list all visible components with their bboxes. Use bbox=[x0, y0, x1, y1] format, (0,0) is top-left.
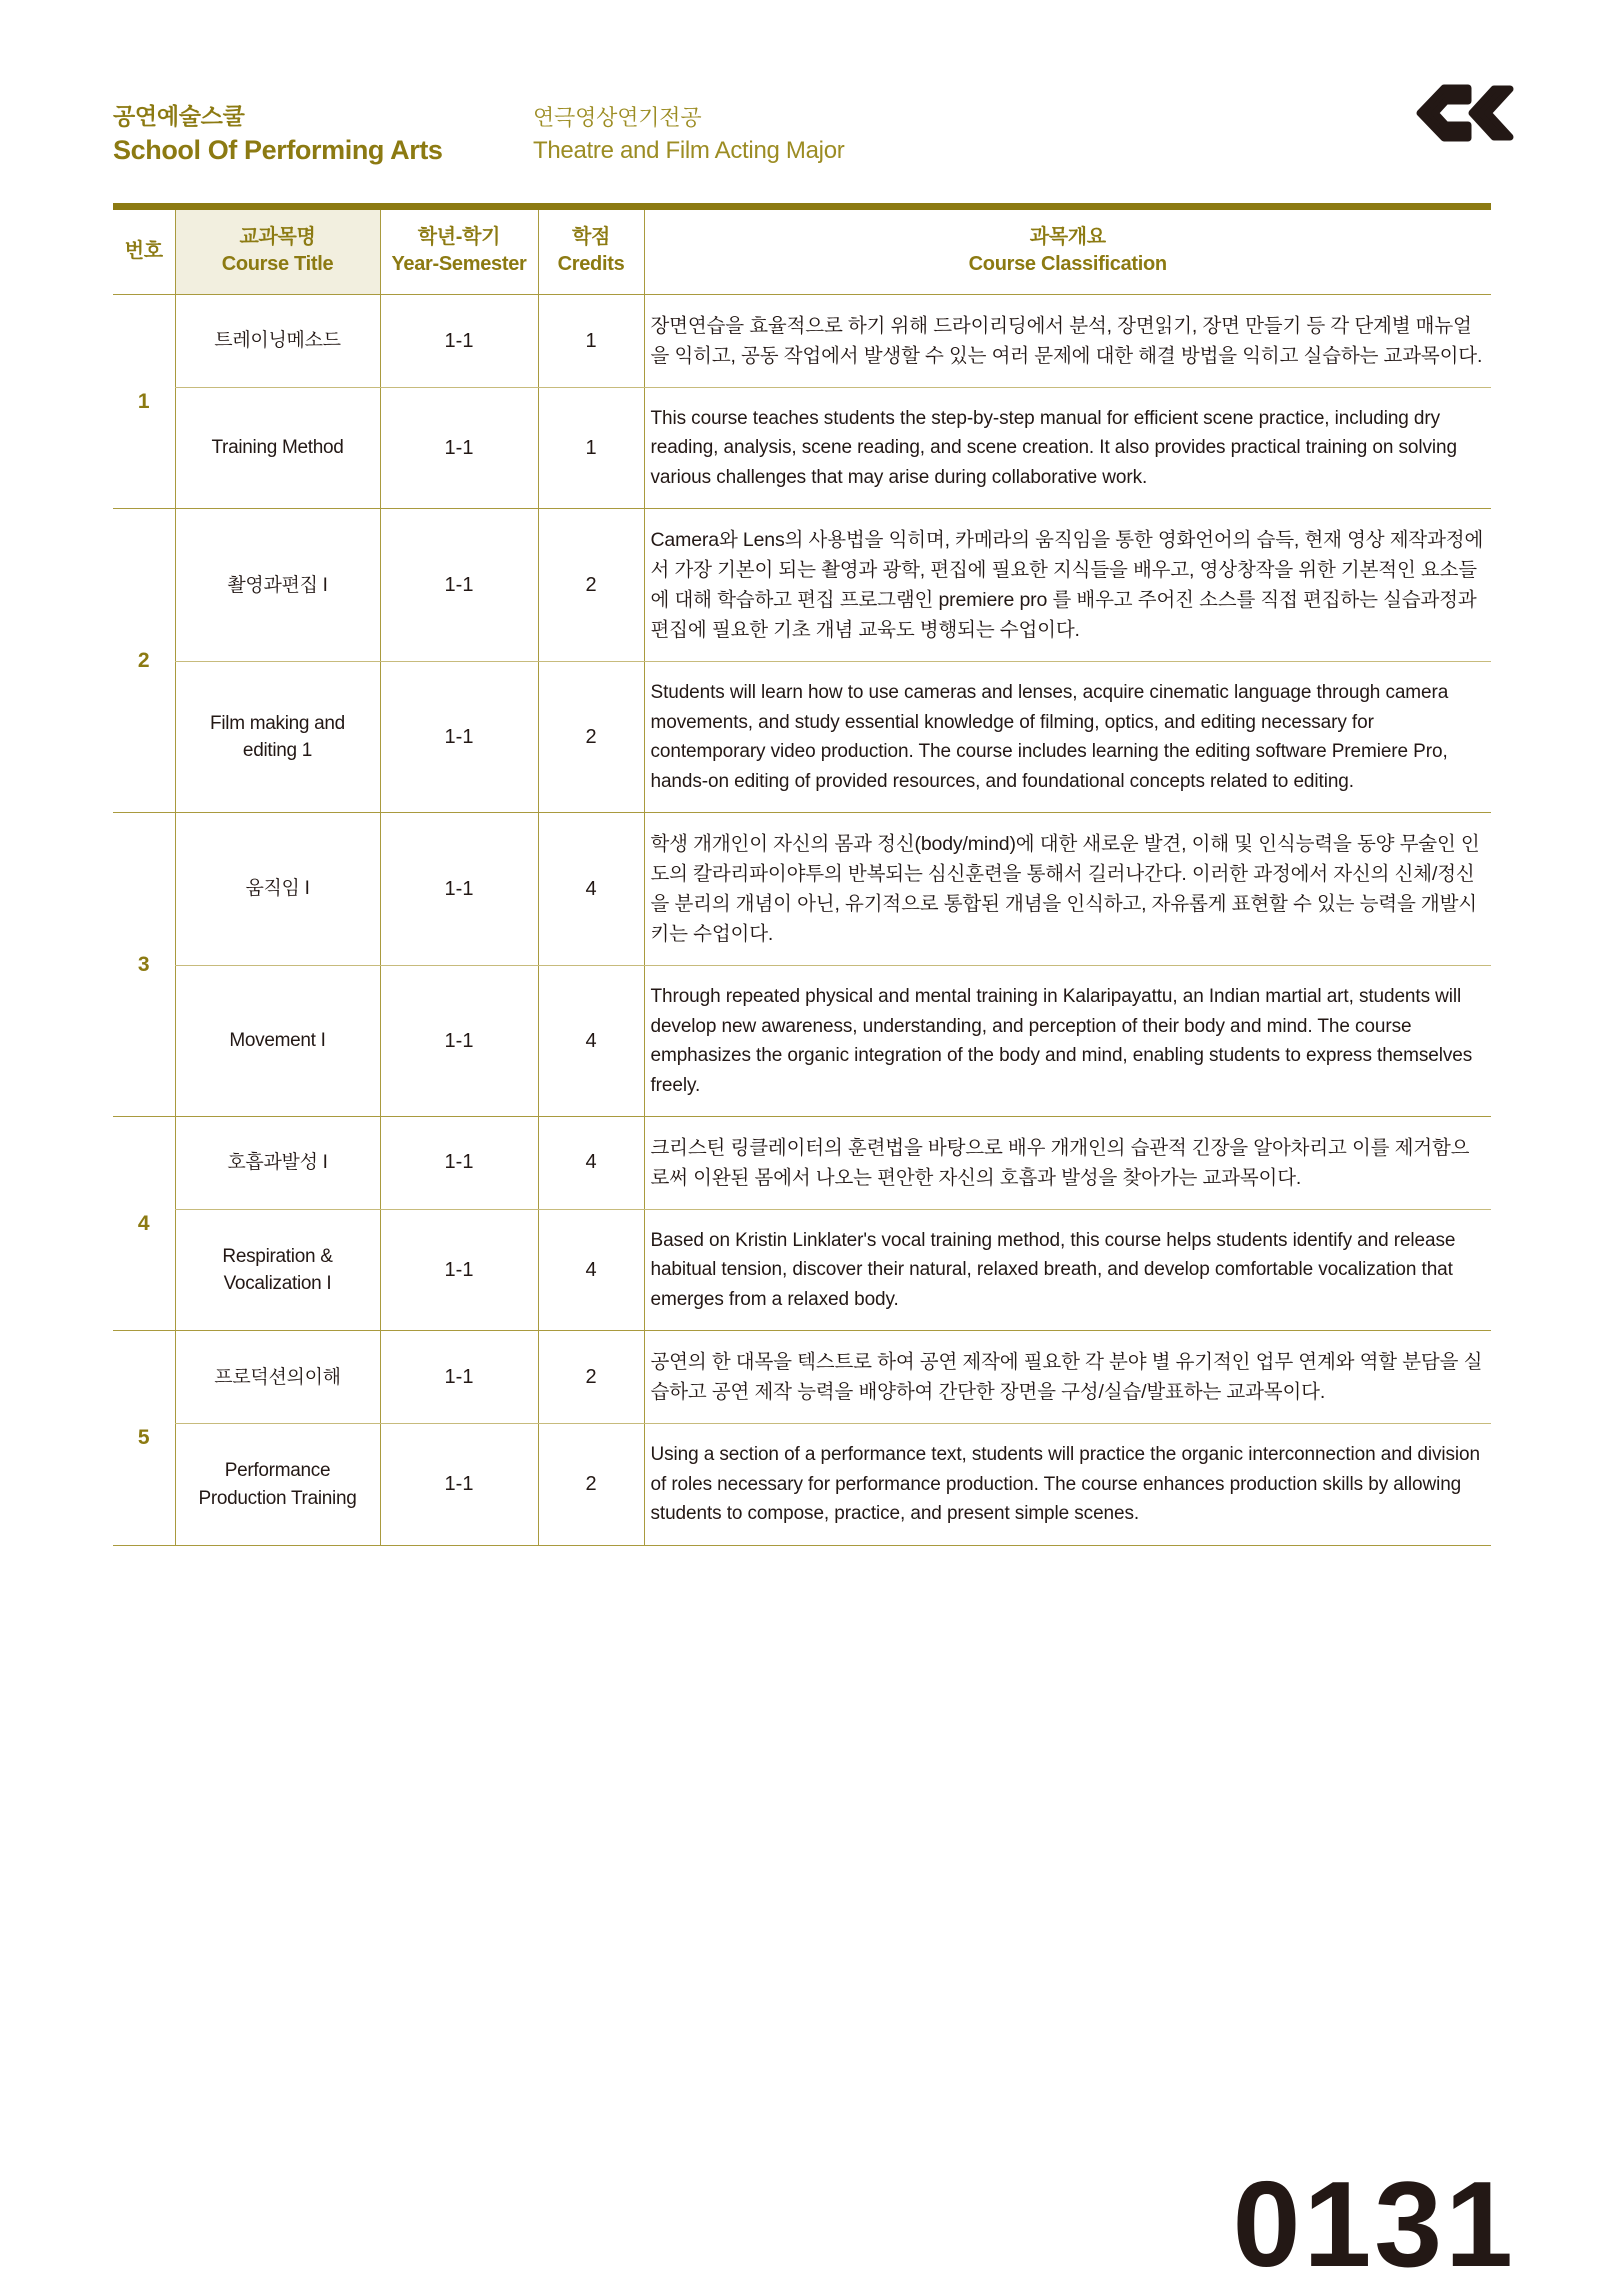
cell-credits: 2 bbox=[538, 662, 644, 813]
major-name-en: Theatre and Film Acting Major bbox=[533, 137, 845, 165]
cell-course-title: Movement I bbox=[175, 966, 380, 1117]
major-block bbox=[533, 103, 844, 167]
cell-credits: 4 bbox=[538, 1210, 644, 1331]
cell-row-number: 1 bbox=[113, 295, 175, 509]
course-table-container bbox=[113, 203, 1491, 1546]
col-header-course-title-ko: 교과목명 bbox=[239, 226, 316, 248]
cell-credits: 2 bbox=[538, 1424, 644, 1545]
cell-year-semester: 1-1 bbox=[380, 1331, 538, 1424]
col-header-year-semester-ko: 학년-학기 bbox=[417, 226, 501, 248]
cell-course-description: Camera와 Lens의 사용법을 익히며, 카메라의 움직임을 통한 영화언어의 습득, 현재 영상 제작과정에서 가장 기본이 되는 촬영과 광학, 편집에 필요한 지식들을 배우고, 영상창작을 위한 기본적인 요소들에 대해 학습하고 편집 프로그램인 premiere pro 를 배우고 주어진 소스를 직접 편집하는 실습과정과 편집에 필요한 기초 개념 교육도 병행되는 수업이다. bbox=[644, 509, 1491, 662]
cell-course-description: This course teaches students the step-by-step manual for efficient scene practice, including dry reading, analysis, scene reading, and scene creation. It also provides practical training on solving various challenges that may arise during collaborative work. bbox=[644, 388, 1491, 509]
cell-course-description: 크리스틴 링클레이터의 훈련법을 바탕으로 배우 개개인의 습관적 긴장을 알아차리고 이를 제거함으로써 이완된 몸에서 나오는 편안한 자신의 호흡과 발성을 찾아가는 교과목이다. bbox=[644, 1116, 1491, 1209]
table-row bbox=[113, 966, 1491, 1117]
table-row bbox=[113, 509, 1491, 662]
col-header-course-title-en: Course Title bbox=[221, 253, 334, 275]
ck-logo-icon bbox=[1416, 84, 1514, 142]
major-name-ko: 연극영상연기전공 bbox=[533, 105, 702, 130]
cell-credits: 1 bbox=[538, 388, 644, 509]
col-header-course-title bbox=[175, 207, 380, 295]
cell-course-title: Training Method bbox=[175, 388, 380, 509]
cell-row-number: 3 bbox=[113, 813, 175, 1117]
table-head bbox=[113, 207, 1491, 295]
cell-year-semester: 1-1 bbox=[380, 813, 538, 966]
cell-row-number: 5 bbox=[113, 1331, 175, 1545]
col-header-no bbox=[113, 207, 175, 295]
cell-year-semester: 1-1 bbox=[380, 1424, 538, 1545]
cell-course-title: 트레이닝메소드 bbox=[175, 295, 380, 388]
cell-course-description: 장면연습을 효율적으로 하기 위해 드라이리딩에서 분석, 장면읽기, 장면 만들기 등 각 단계별 매뉴얼을 익히고, 공동 작업에서 발생할 수 있는 여러 문제에 대한 해결 방법을 익히고 실습하는 교과목이다. bbox=[644, 295, 1491, 388]
cell-course-description: 공연의 한 대목을 텍스트로 하여 공연 제작에 필요한 각 분야 별 유기적인 업무 연계와 역할 분담을 실습하고 공연 제작 능력을 배양하여 간단한 장면을 구성/실습/발표하는 교과목이다. bbox=[644, 1331, 1491, 1424]
col-header-course-classification-ko: 과목개요 bbox=[1029, 226, 1106, 248]
table-row bbox=[113, 1116, 1491, 1209]
cell-credits: 4 bbox=[538, 813, 644, 966]
cell-course-description: Through repeated physical and mental training in Kalaripayattu, an Indian martial art, students will develop new awareness, understanding, and perception of their body and mind. The course emphasizes the organic integration of the body and mind, enabling students to express themselves freely. bbox=[644, 966, 1491, 1117]
cell-course-description: Using a section of a performance text, students will practice the organic interconnection and division of roles necessary for performance production. The course enhances production skills by allowing students to compose, practice, and present simple scenes. bbox=[644, 1424, 1491, 1545]
table-row bbox=[113, 1331, 1491, 1424]
cell-course-description: Students will learn how to use cameras and lenses, acquire cinematic language through camera movements, and study essential knowledge of filming, optics, and editing necessary for contemporary video production. The course includes learning the editing software Premiere Pro, hands-on editing of provided resources, and foundational concepts related to editing. bbox=[644, 662, 1491, 813]
cell-credits: 2 bbox=[538, 1331, 644, 1424]
col-header-credits-ko: 학점 bbox=[571, 226, 611, 248]
cell-year-semester: 1-1 bbox=[380, 388, 538, 509]
col-header-course-classification-en: Course Classification bbox=[968, 253, 1167, 275]
table-body bbox=[113, 295, 1491, 1546]
cell-year-semester: 1-1 bbox=[380, 1210, 538, 1331]
school-name-ko: 공연예술스쿨 bbox=[113, 103, 245, 129]
course-table bbox=[113, 203, 1491, 1546]
table-row bbox=[113, 662, 1491, 813]
table-row bbox=[113, 1210, 1491, 1331]
table-header-row bbox=[113, 207, 1491, 295]
cell-course-title: 움직임 I bbox=[175, 813, 380, 966]
page-header bbox=[0, 0, 1600, 200]
cell-course-title: Film making and editing 1 bbox=[175, 662, 380, 813]
cell-year-semester: 1-1 bbox=[380, 662, 538, 813]
cell-credits: 2 bbox=[538, 509, 644, 662]
table-row bbox=[113, 388, 1491, 509]
cell-course-description: 학생 개개인이 자신의 몸과 정신(body/mind)에 대한 새로운 발견, 이해 및 인식능력을 동양 무술인 인도의 칼라리파이야투의 반복되는 심신훈련을 통해서 길러나간다. 이러한 과정에서 자신의 신체/정신을 분리의 개념이 아닌, 유기적으로 통합된 개념을 인식하고, 자유롭게 표현할 수 있는 능력을 개발시키는 수업이다. bbox=[644, 813, 1491, 966]
cell-row-number: 2 bbox=[113, 509, 175, 813]
col-header-credits-en: Credits bbox=[557, 253, 625, 275]
cell-course-description: Based on Kristin Linklater's vocal training method, this course helps students identify and release habitual tension, discover their natural, relaxed breath, and develop comfortable vocalization that emerges from a relaxed body. bbox=[644, 1210, 1491, 1331]
col-header-year-semester bbox=[380, 207, 538, 295]
col-header-credits bbox=[538, 207, 644, 295]
cell-course-title: 촬영과편집 I bbox=[175, 509, 380, 662]
cell-credits: 4 bbox=[538, 1116, 644, 1209]
col-header-no-ko: 번호 bbox=[124, 239, 163, 262]
cell-year-semester: 1-1 bbox=[380, 966, 538, 1117]
cell-row-number: 4 bbox=[113, 1116, 175, 1330]
school-name-en: School Of Performing Arts bbox=[113, 134, 443, 165]
cell-course-title: 호흡과발성 I bbox=[175, 1116, 380, 1209]
table-row bbox=[113, 813, 1491, 966]
page-number: 0131 bbox=[1232, 2156, 1516, 2292]
table-row bbox=[113, 1424, 1491, 1545]
cell-credits: 1 bbox=[538, 295, 644, 388]
cell-year-semester: 1-1 bbox=[380, 509, 538, 662]
col-header-year-semester-en: Year-Semester bbox=[391, 253, 527, 275]
cell-course-title: Performance Production Training bbox=[175, 1424, 380, 1545]
cell-credits: 4 bbox=[538, 966, 644, 1117]
cell-course-title: Respiration & Vocalization I bbox=[175, 1210, 380, 1331]
school-brand bbox=[113, 102, 443, 168]
cell-year-semester: 1-1 bbox=[380, 295, 538, 388]
cell-course-title: 프로덕션의이해 bbox=[175, 1331, 380, 1424]
cell-year-semester: 1-1 bbox=[380, 1116, 538, 1209]
table-row bbox=[113, 295, 1491, 388]
col-header-course-classification bbox=[644, 207, 1491, 295]
